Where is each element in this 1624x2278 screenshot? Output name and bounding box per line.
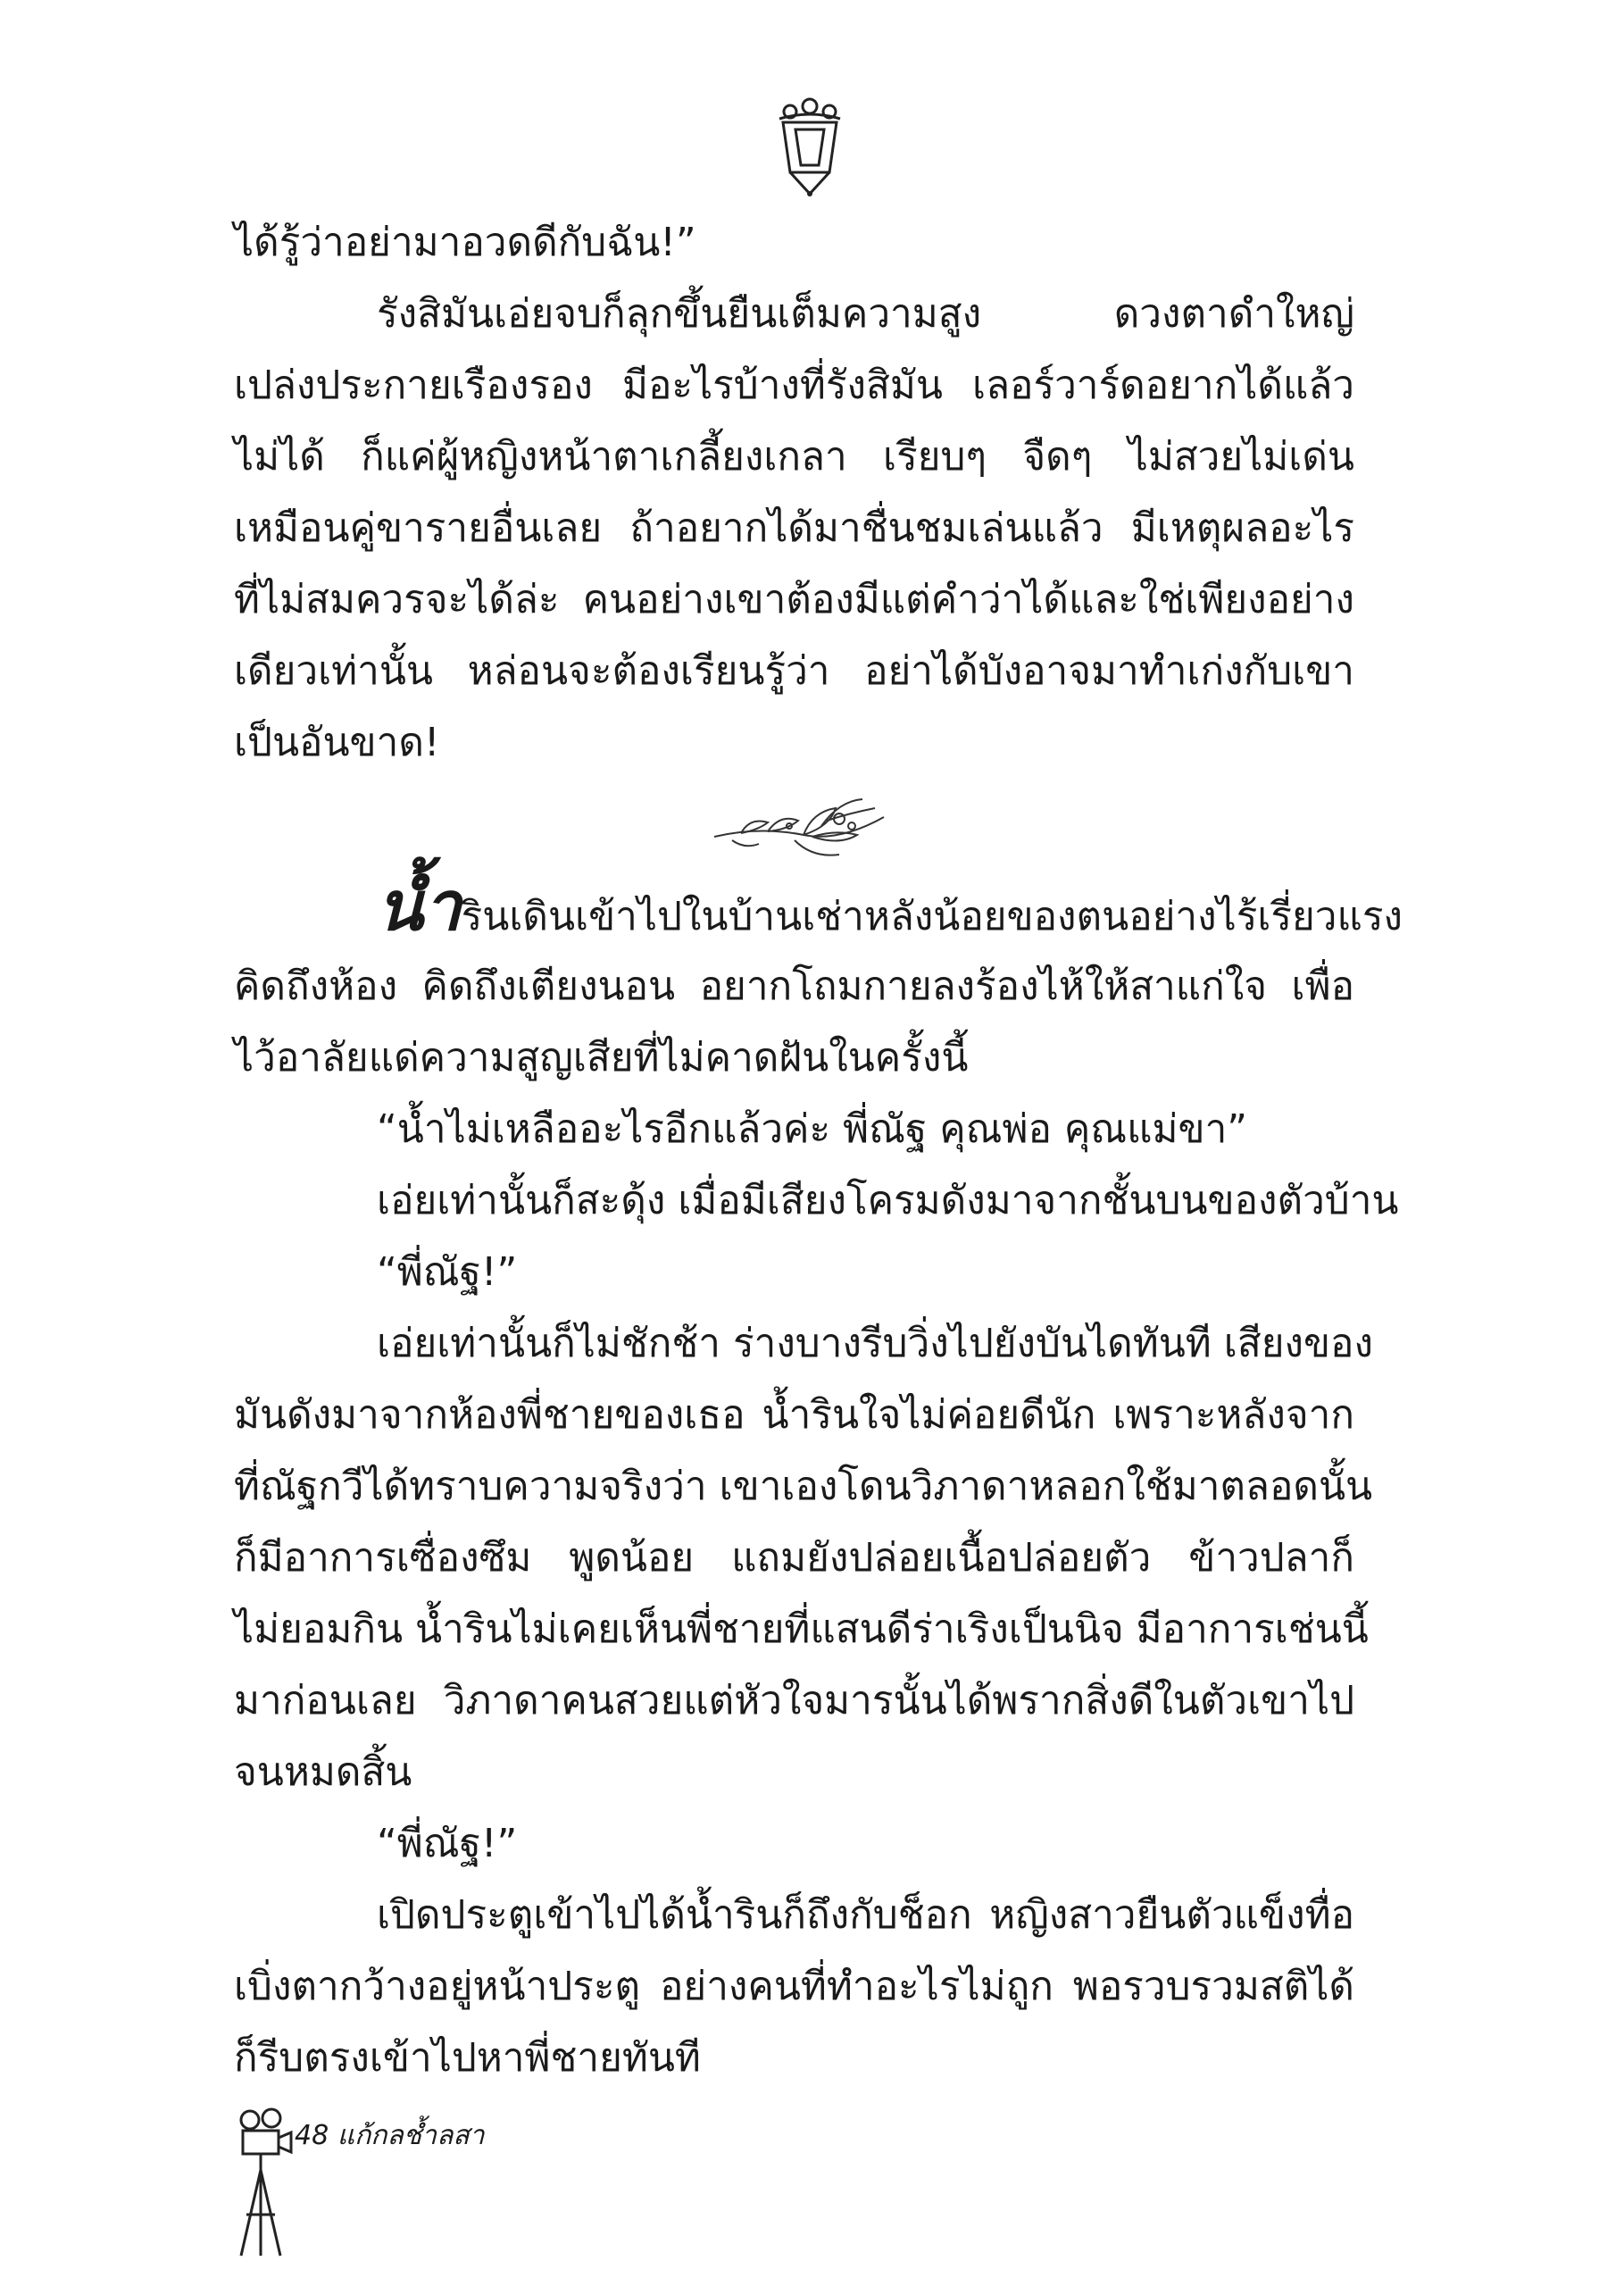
book-title: แก้กลช้ำลสา (337, 2120, 485, 2151)
line-text: “พี่ณัฐ!” (377, 1821, 518, 1866)
line-text: เอ่ยเท่านั้นก็ไม่ชักช้า ร่างบางรีบวิ่งไปยังบันไดทันที เสียงของ (377, 1321, 1373, 1366)
line-text: ไว้อาลัยแด่ความสูญเสียที่ไม่คาดฝันในครั้งนี้ (234, 1035, 969, 1081)
text-line (234, 1380, 1354, 1451)
text-line (234, 866, 1403, 951)
text-line (234, 350, 1354, 421)
drop-cap: น้ำ (377, 866, 462, 946)
line-text: จนหมดสิ้น (234, 1749, 412, 1795)
line-text: รังสิมันเอ่ยจบก็ลุกขึ้นยืนเต็มความสูง ดวงตาดำใหญ่ (377, 291, 1354, 337)
text-line (234, 1951, 1354, 2023)
text-line (234, 279, 1354, 350)
text-line (234, 1594, 1369, 1665)
line-text: “พี่ณัฐ!” (377, 1249, 518, 1295)
text-line (234, 951, 1354, 1022)
line-text: ไม่ได้ ก็แค่ผู้หญิงหน้าตาเกลี้ยงเกลา เรียบๆ จืดๆ ไม่สวยไม่เด่น (234, 434, 1354, 480)
text-line (234, 564, 1354, 636)
line-text: ได้รู้ว่าอย่ามาอวดดีกับฉัน!” (234, 220, 696, 265)
page-footer (234, 2107, 591, 2259)
line-text: มันดังมาจากห้องพี่ชายของเธอ น้ำรินใจไม่ค่อยดีนัก เพราะหลังจาก (234, 1392, 1354, 1438)
text-line (234, 1165, 1399, 1237)
line-text: เอ่ยเท่านั้นก็สะดุ้ง เมื่อมีเสียงโครมดังมาจากชั้นบนของตัวบ้าน (377, 1178, 1399, 1223)
text-line (234, 493, 1354, 564)
line-text: คิดถึงห้อง คิดถึงเตียงนอน อยากโถมกายลงร้องไห้ให้สาแก่ใจ เพื่อ (234, 964, 1354, 1009)
text-line (234, 707, 1354, 779)
text-line (234, 1451, 1373, 1523)
line-text: มาก่อนเลย วิภาดาคนสวยแต่หัวใจมารนั้นได้พรากสิ่งดีในตัวเขาไป (234, 1678, 1354, 1723)
text-line (234, 1022, 1354, 1094)
floral-flourish-icon (705, 790, 893, 871)
text-line (234, 1880, 1354, 1951)
line-text: เดียวเท่านั้น หล่อนจะต้องเรียนรู้ว่า อย่าได้บังอาจมาทำเก่งกับเขา (234, 648, 1354, 694)
text-line (234, 1737, 1354, 1808)
line-text: ไม่ยอมกิน น้ำรินไม่เคยเห็นพี่ชายที่แสนดีร่าเริงเป็นนิจ มีอาการเช่นนี้ (234, 1606, 1369, 1652)
text-line (234, 636, 1354, 707)
line-text: รินเดินเข้าไปในบ้านเช่าหลังน้อยของตนอย่างไร้เรี่ยวแรง (461, 894, 1403, 939)
line-text: เบิ่งตากว้างอยู่หน้าประตู อย่างคนที่ทำอะไรไม่ถูก พอรวบรวมสติได้ (234, 1964, 1354, 2009)
text-line (234, 421, 1354, 493)
text-line (234, 1237, 1354, 1308)
text-block-top (234, 207, 1354, 779)
line-text: ที่ไม่สมควรจะได้ล่ะ คนอย่างเขาต้องมีแต่คำว่าได้และใช่เพียงอย่าง (234, 577, 1354, 622)
line-text: “น้ำไม่เหลืออะไรอีกแล้วค่ะ พี่ณัฐ คุณพ่อ คุณแม่ขา” (377, 1106, 1248, 1152)
text-line (234, 1523, 1354, 1594)
text-line (234, 1665, 1354, 1737)
page-number: 48 (295, 2120, 329, 2151)
line-text: เป็นอันขาด! (234, 720, 440, 765)
line-text: เปิดประตูเข้าไปได้น้ำรินก็ถึงกับช็อก หญิงสาวยืนตัวแข็งทื่อ (377, 1892, 1354, 1938)
line-text: ที่ณัฐกวีได้ทราบความจริงว่า เขาเองโดนวิภาดาหลอกใช้มาตลอดนั้น (234, 1464, 1373, 1509)
text-block-bottom (234, 866, 1403, 2094)
text-line (234, 2023, 1354, 2094)
text-line (234, 1308, 1373, 1380)
text-line (234, 1094, 1354, 1165)
folio (295, 2115, 485, 2157)
line-text: ก็รีบตรงเข้าไปหาพี่ชายทันที (234, 2035, 701, 2081)
lantern-ornament-icon (763, 94, 857, 201)
film-camera-tripod-icon (234, 2107, 296, 2259)
line-text: เหมือนคู่ขารายอื่นเลย ถ้าอยากได้มาชื่นชมเล่นแล้ว มีเหตุผลอะไร (234, 505, 1354, 551)
line-text: เปล่งประกายเรืองรอง มีอะไรบ้างที่รังสิมัน เลอร์วาร์ดอยากได้แล้ว (234, 363, 1354, 408)
text-line (234, 1808, 1354, 1880)
line-text: ก็มีอาการเซื่องซึม พูดน้อย แถมยังปล่อยเนื้อปล่อยตัว ข้าวปลาก็ (234, 1535, 1354, 1581)
text-line (234, 207, 1354, 279)
